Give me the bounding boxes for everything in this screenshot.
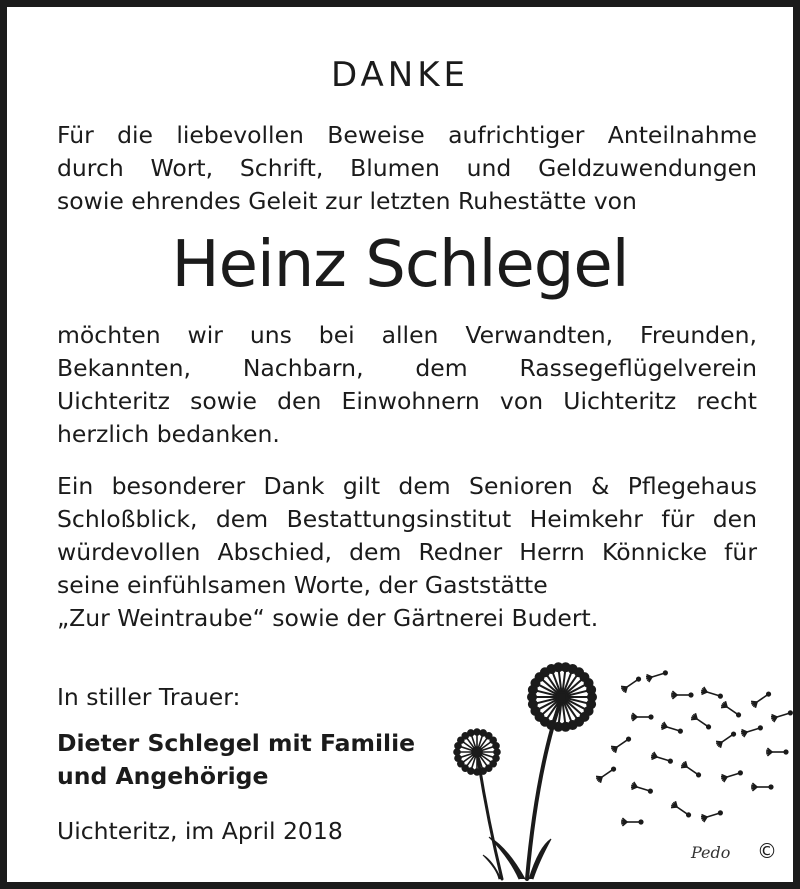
thanks-line: Bekannten, Nachbarn, dem Rassegeflügelverein [57,354,757,382]
intro-line: sowie ehrendes Geleit zur letzten Ruhestätte von [57,187,637,215]
flying-seeds [596,671,792,826]
intro-line: Für die liebevollen Beweise aufrichtiger Anteilnahme [57,121,757,149]
special-thanks-line: seine einfühlsamen Worte, der Gaststätte [57,571,548,599]
dandelion-illustration [427,647,797,887]
special-thanks-line: Ein besonderer Dank gilt dem Senioren & Pflegehaus [57,472,757,500]
thanks-line: Uichteritz sowie den Einwohnern von Uichteritz recht [57,387,757,415]
place-date: Uichteritz, im April 2018 [57,817,343,845]
special-thanks-paragraph [57,470,757,635]
special-thanks-line: würdevollen Abschied, dem Redner Herrn Könnicke für [57,538,757,566]
signer-line: Dieter Schlegel mit Familie [57,729,416,757]
signers [57,727,415,793]
deceased-name: Heinz Schlegel [171,228,629,302]
signer-line: und Angehörige [57,762,269,790]
signature-label: In stiller Trauer: [57,683,241,711]
special-thanks-line: „Zur Weintraube“ sowie der Gärtnerei Budert. [57,604,599,632]
thanks-line: herzlich bedanken. [57,420,280,448]
copyright-icon: © [757,839,777,863]
intro-line: durch Wort, Schrift, Blumen und Geldzuwendungen [57,154,757,182]
notice-heading: DANKE [330,55,470,95]
dandelion-head-large [528,663,596,731]
special-thanks-line: Schloßblick, dem Bestattungsinstitut Heimkehr für den [57,505,757,533]
intro-paragraph [57,119,757,218]
artist-mark: Pedo [691,843,731,862]
thanks-line: möchten wir uns bei allen Verwandten, Freunden, [57,321,757,349]
thanks-paragraph [57,319,757,451]
dandelion-head-small [454,729,500,775]
